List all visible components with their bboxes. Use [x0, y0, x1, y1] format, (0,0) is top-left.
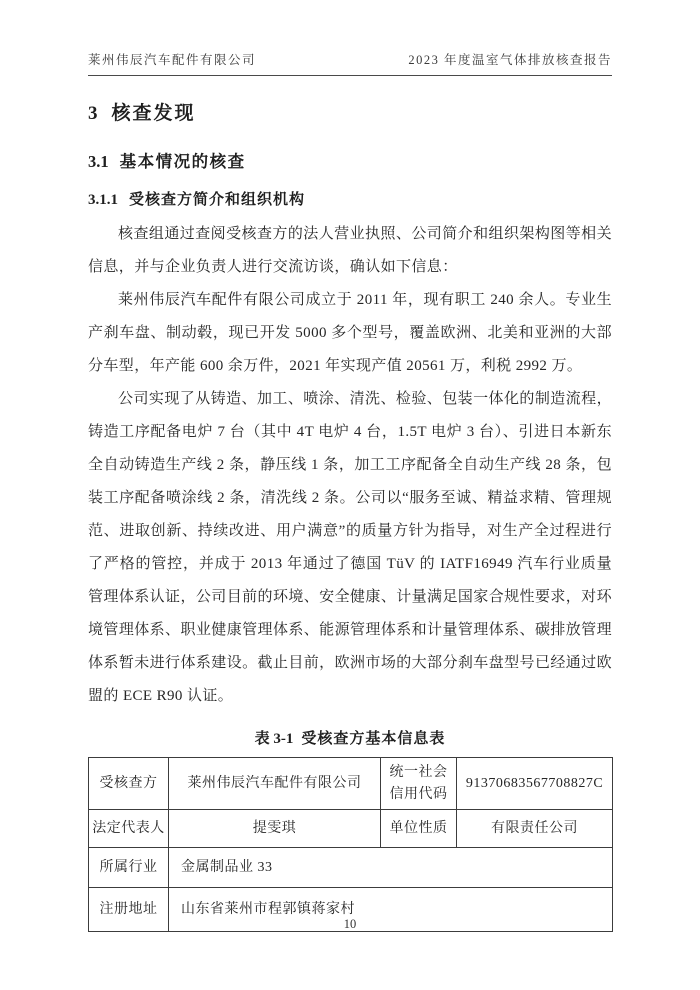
paragraph-company-overview: 莱州伟辰汽车配件有限公司成立于 2011 年，现有职工 240 余人。专业生产刹车盘、制动毂，现已开发 5000 多个型号，覆盖欧洲、北美和亚洲的大部分车型，年产能 600 余万件，2021 年实现产值 20561 万，利税 2992 万。: [88, 292, 612, 374]
cell-value-registered-address: 山东省莱州市程郭镇蒋家村: [169, 888, 613, 932]
section-title: 基本情况的核查: [119, 152, 246, 171]
cell-label-legal-representative: 法定代表人: [89, 810, 169, 848]
section-heading-3-1: [88, 148, 612, 172]
cell-value-credit-code: 91370683567708827C: [457, 758, 613, 810]
cell-label-industry: 所属行业: [89, 848, 169, 888]
paragraph-verification-intro: 核查组通过查阅受核查方的法人营业执照、公司简介和组织架构图等相关信息，并与企业负责人进行交流访谈，确认如下信息：: [88, 226, 612, 275]
page-number: 10: [343, 917, 357, 931]
section-heading-3-1-1: [88, 188, 612, 209]
cell-label-registered-address: 注册地址: [89, 888, 169, 932]
header-company-name: 莱州伟辰汽车配件有限公司: [88, 53, 257, 67]
section-number: 3: [88, 103, 98, 124]
cell-value-industry: 金属制品业 33: [169, 848, 613, 888]
cell-value-entity-type: 有限责任公司: [457, 810, 613, 848]
section-heading-3: [88, 98, 612, 125]
cell-label-entity-type: 单位性质: [381, 810, 457, 848]
section-title: 核查发现: [111, 103, 196, 124]
table-row: [89, 758, 613, 810]
table-caption-title: 受核查方基本信息表: [301, 731, 446, 747]
table-caption-number: 表 3-1: [254, 731, 294, 747]
table-caption: [88, 727, 612, 748]
cell-label-credit-code: 统一社会信用代码: [381, 758, 457, 810]
table-row: [89, 848, 613, 888]
table-row: [89, 810, 613, 848]
cell-value-verified-party: 莱州伟辰汽车配件有限公司: [169, 758, 381, 810]
running-header: [88, 50, 612, 76]
basic-info-table: [88, 757, 613, 932]
paragraph-production-details: 公司实现了从铸造、加工、喷涂、清洗、检验、包装一体化的制造流程，铸造工序配备电炉 7 台（其中 4T 电炉 4 台，1.5T 电炉 3 台）、引进日本新东全自动铸造生产线 2 条，静压线 1 条，加工工序配备全自动生产线 28 条，包装工序配备喷涂线 2 条，清洗线 2 条。公司以“服务至诚、精益求精、管理规范、进取创新、持续改进、用户满意”的质量方针为指导，对生产全过程进行了严格的管控，并成于 2013 年通过了德国 TüV 的 IATF16949 汽车行业质量管理体系认证，公司目前的环境、安全健康、计量满足国家合规性要求，对环境管理体系、职业健康管理体系、能源管理体系和计量管理体系、碳排放管理体系暂未进行体系建设。截止目前，欧洲市场的大部分刹车盘型号已经通过欧盟的 ECE R90 认证。: [88, 391, 612, 704]
cell-label-verified-party: 受核查方: [89, 758, 169, 810]
section-number: 3.1: [88, 152, 109, 171]
section-title: 受核查方简介和组织机构: [129, 192, 306, 208]
cell-value-legal-representative: 提雯琪: [169, 810, 381, 848]
section-number: 3.1.1: [88, 192, 118, 208]
header-report-title: 2023 年度温室气体排放核查报告: [408, 53, 612, 67]
